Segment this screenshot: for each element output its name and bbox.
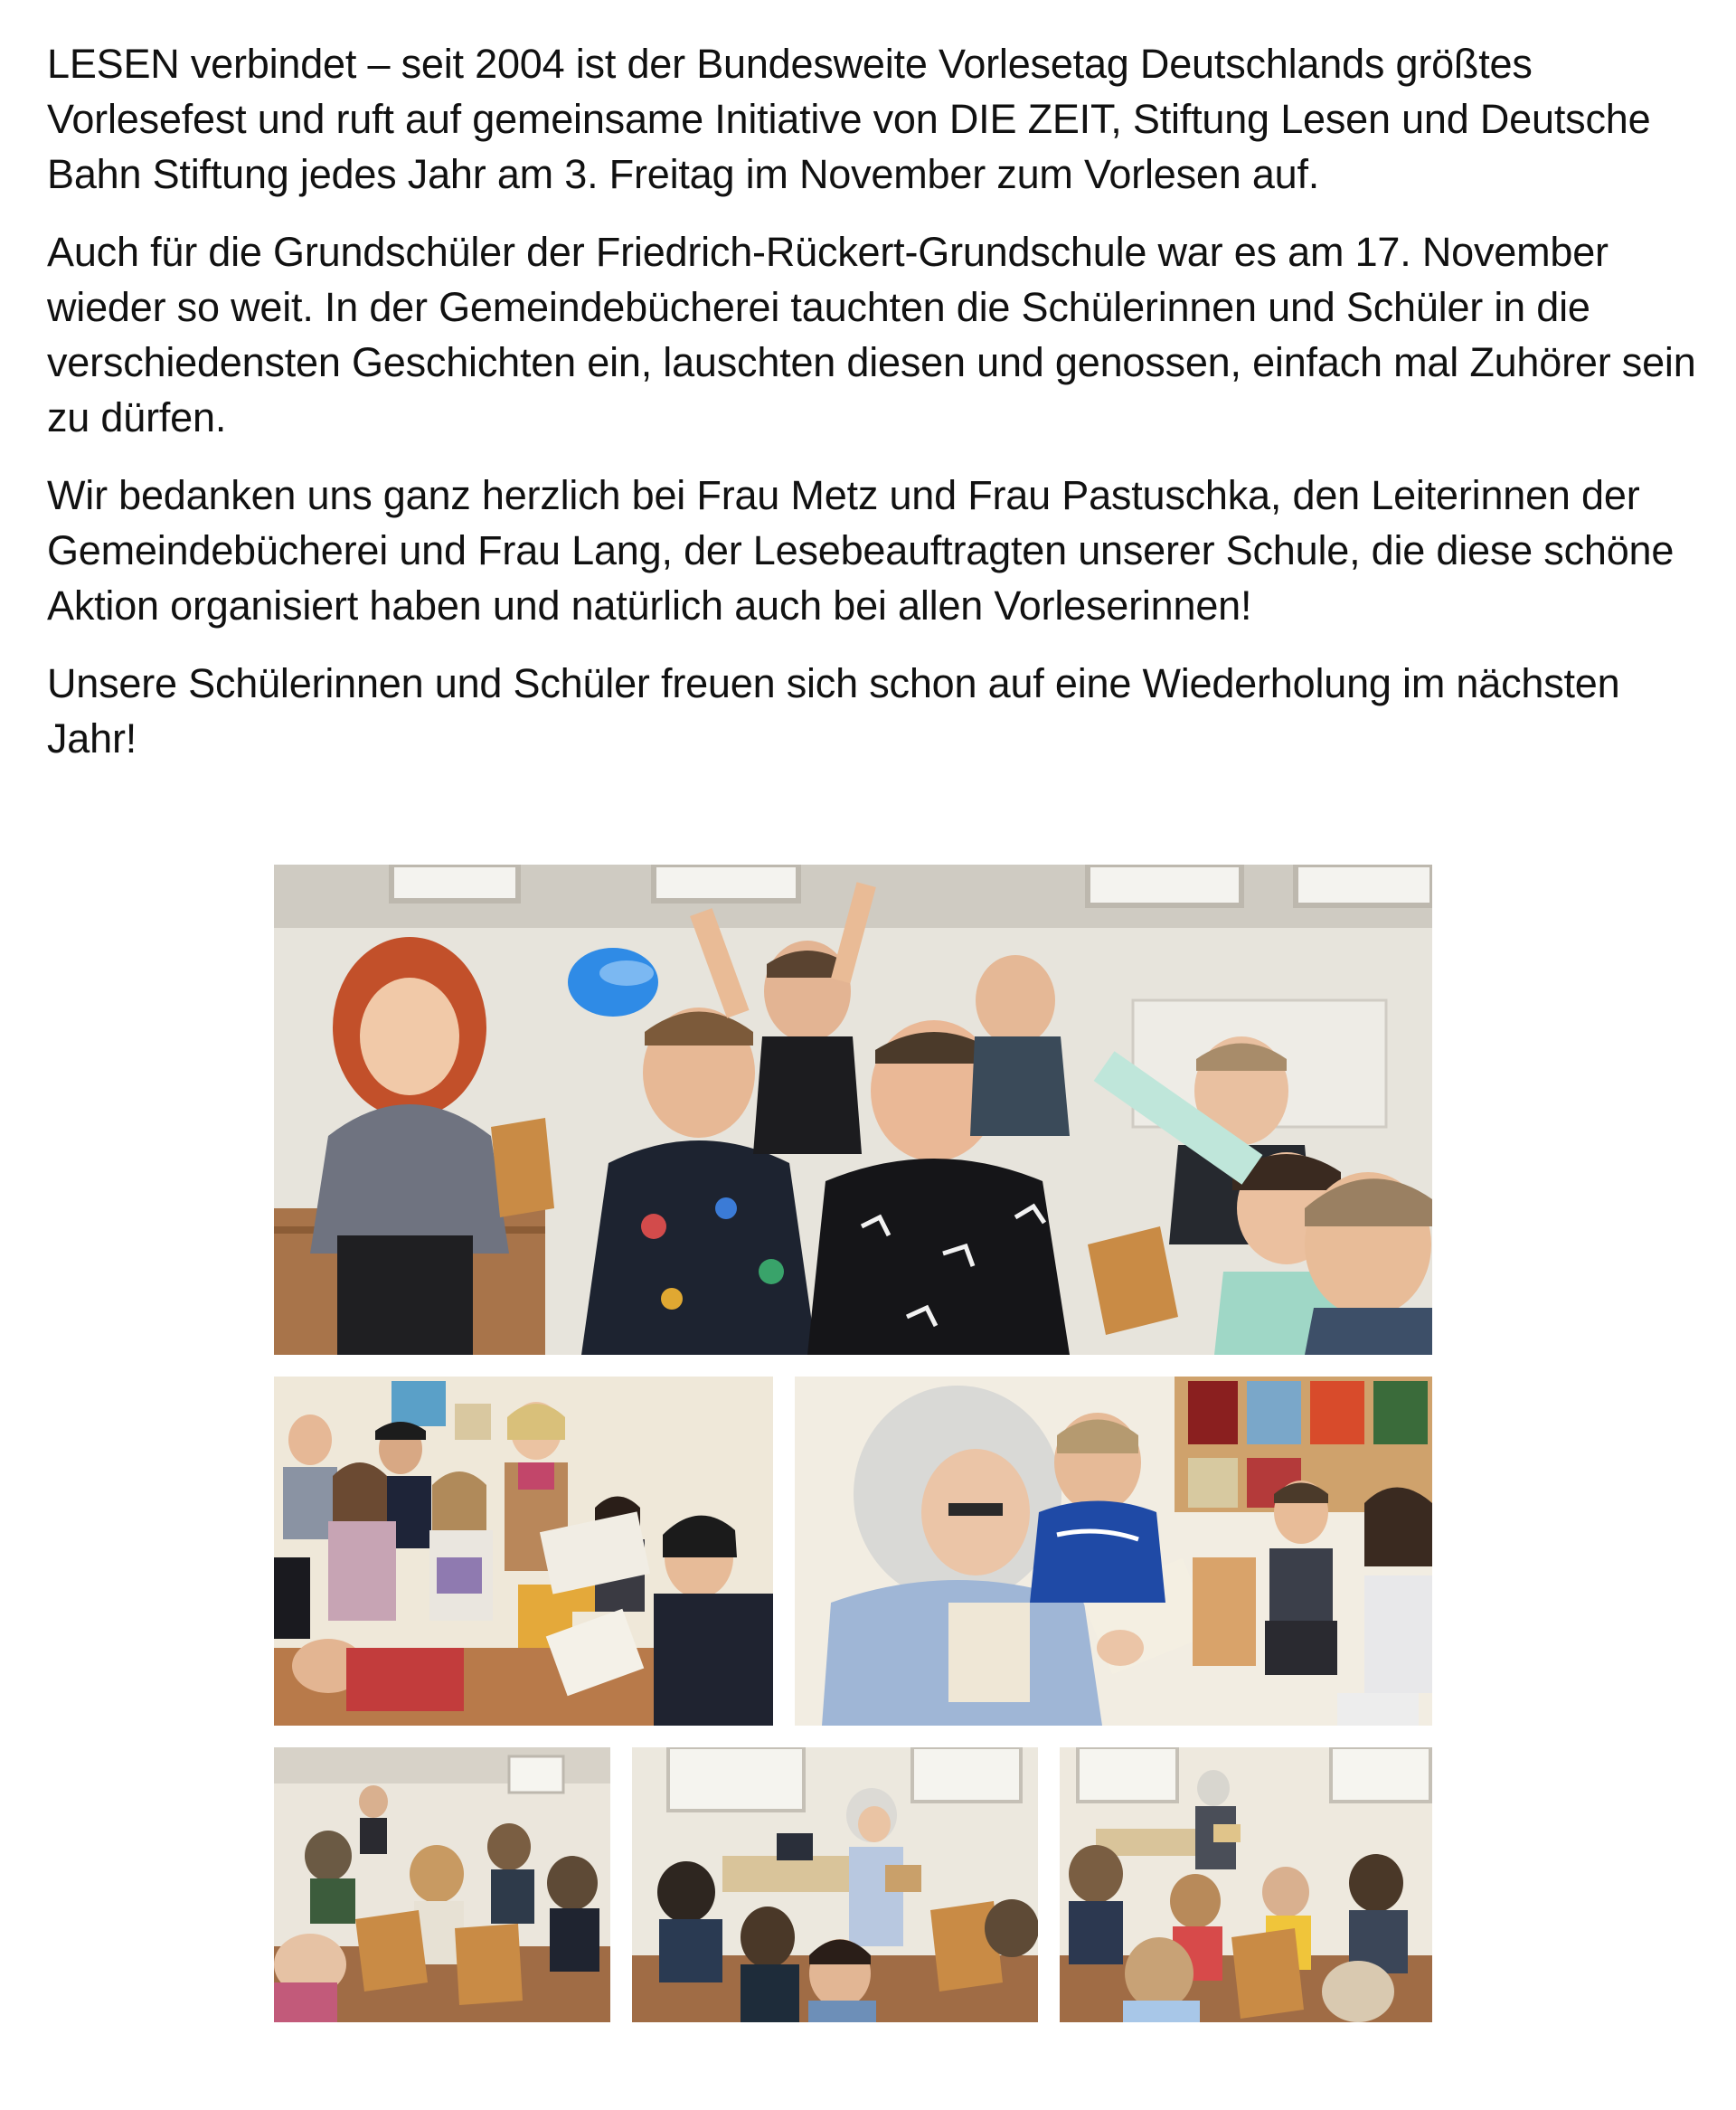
article-body	[47, 36, 1711, 789]
photo-group-listening-image	[274, 1377, 773, 1726]
paragraph-outlook: Unsere Schülerinnen und Schüler freuen sich schon auf eine Wiederholung im nächsten Jahr!	[47, 660, 1620, 762]
paragraph-intro: LESEN verbindet – seit 2004 ist der Bundesweite Vorlesetag Deutschlands größtes Vorlesefest und ruft auf gemeinsame Initiative von DIE ZEIT, Stiftung Lesen und Deutsche Bahn Stiftung jedes Jahr am 3. Freitag im November zum Vorlesen auf.	[47, 41, 1651, 197]
photo-room-view-3[interactable]	[1060, 1747, 1432, 2022]
photo-reader-with-book[interactable]	[795, 1377, 1432, 1726]
photo-children-raising-hands-image	[274, 865, 1432, 1355]
photo-reader-with-book-image	[795, 1377, 1432, 1726]
photo-room-view-1[interactable]	[274, 1747, 610, 2022]
photo-room-view-2-image	[632, 1747, 1038, 2022]
paragraph-event: Auch für die Grundschüler der Friedrich-Rückert-Grundschule war es am 17. November wieder so weit. In der Gemeindebücherei tauchten die Schülerinnen und Schüler in die verschiedensten Geschichten ein, lauschten diesen und genossen, einfach mal Zuhörer sein zu dürfen.	[47, 229, 1696, 440]
photo-room-view-2[interactable]	[632, 1747, 1038, 2022]
paragraph-thanks: Wir bedanken uns ganz herzlich bei Frau Metz und Frau Pastuschka, den Leiterinnen der Gemeindebücherei und Frau Lang, der Lesebeauftragten unserer Schule, die diese schöne Aktion organisiert haben und natürlich auch bei allen Vorleserinnen!	[47, 472, 1675, 629]
photo-group-listening[interactable]	[274, 1377, 773, 1726]
photo-room-view-3-image	[1060, 1747, 1432, 2022]
photo-room-view-1-image	[274, 1747, 610, 2022]
photo-children-raising-hands[interactable]	[274, 865, 1432, 1355]
